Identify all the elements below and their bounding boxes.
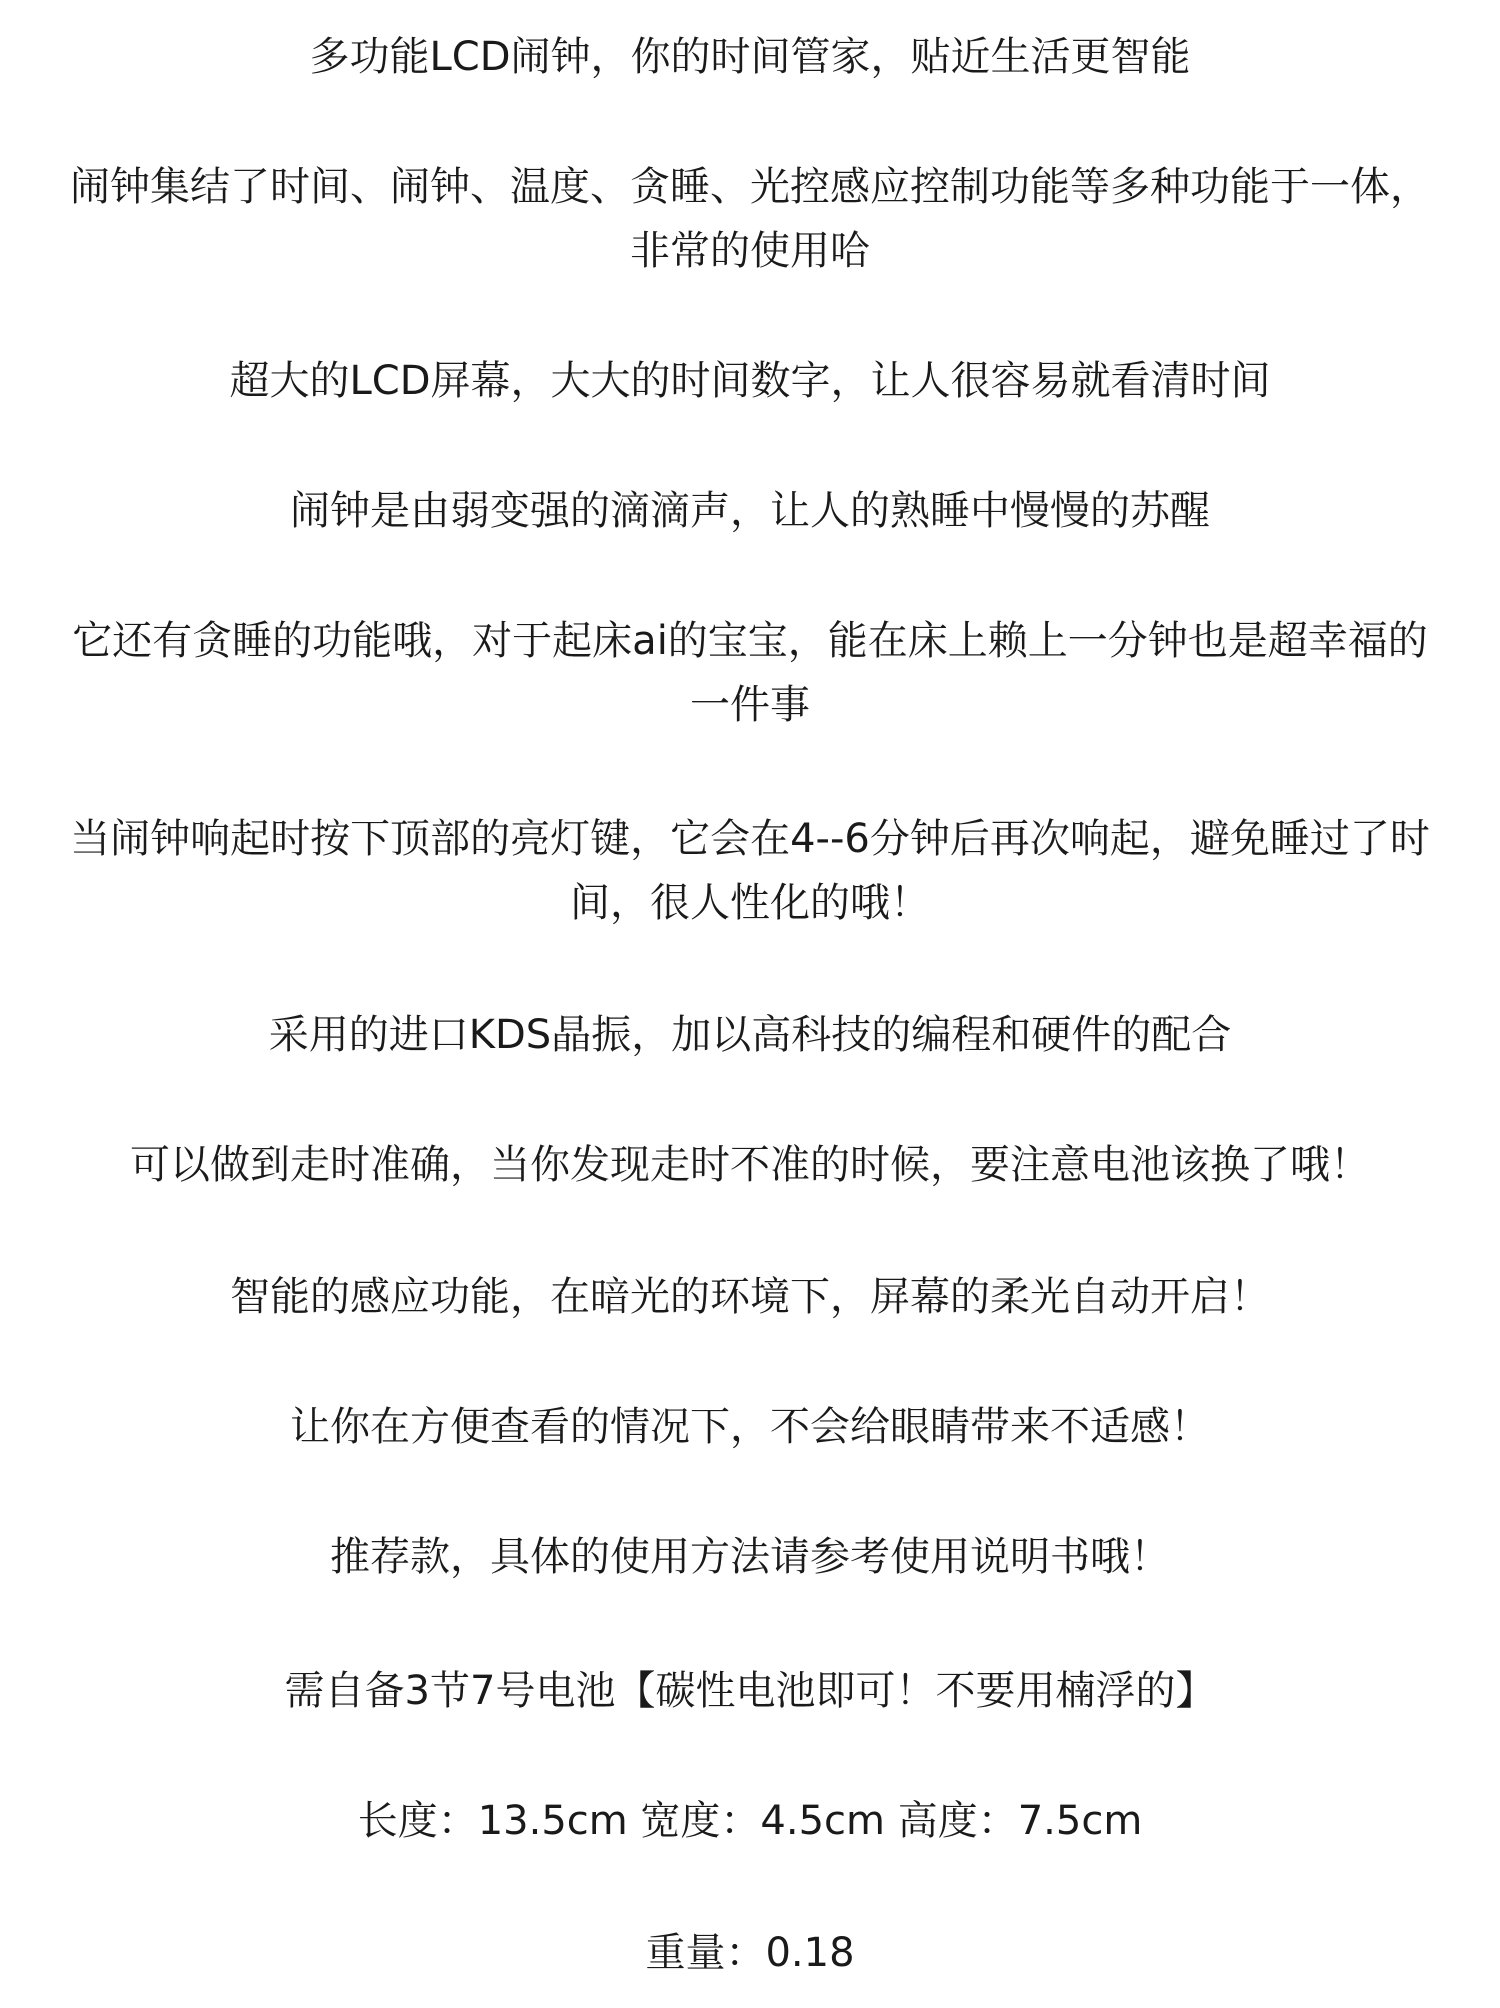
text-line-7: 一件事 [690, 682, 810, 728]
text-line-8: 当闹钟响起时按下顶部的亮灯键，它会在4--6分钟后再次响起，避免睡过了时 [70, 816, 1430, 862]
text-line-16: 长度：13.5cm 宽度：4.5cm 高度：7.5cm [357, 1798, 1143, 1844]
text-line-3: 非常的使用哈 [630, 228, 870, 274]
text-line-12: 智能的感应功能，在暗光的环境下，屏幕的柔光自动开启！ [230, 1274, 1270, 1320]
text-line-10: 采用的进口KDS晶振，加以高科技的编程和硬件的配合 [268, 1012, 1232, 1058]
text-line-5: 闹钟是由弱变强的滴滴声，让人的熟睡中慢慢的苏醒 [290, 488, 1210, 534]
text-line-11: 可以做到走时准确，当你发现走时不准的时候，要注意电池该换了哦！ [130, 1142, 1370, 1188]
text-line-4: 超大的LCD屏幕，大大的时间数字，让人很容易就看清时间 [229, 358, 1271, 404]
text-line-6: 它还有贪睡的功能哦，对于起床ai的宝宝，能在床上赖上一分钟也是超幸福的 [72, 618, 1428, 664]
text-line-14: 推荐款，具体的使用方法请参考使用说明书哦！ [330, 1534, 1170, 1580]
text-line-15: 需自备3节7号电池【碳性电池即可！不要用楠浮的】 [284, 1668, 1216, 1714]
text-line-2: 闹钟集结了时间、闹钟、温度、贪睡、光控感应控制功能等多种功能于一体， [70, 164, 1430, 210]
text-line-17: 重量：0.18 [645, 1930, 855, 1976]
text-line-9: 间，很人性化的哦！ [570, 880, 930, 926]
text-line-13: 让你在方便查看的情况下，不会给眼睛带来不适感！ [290, 1404, 1210, 1450]
text-line-1: 多功能LCD闹钟，你的时间管家，贴近生活更智能 [309, 34, 1191, 80]
